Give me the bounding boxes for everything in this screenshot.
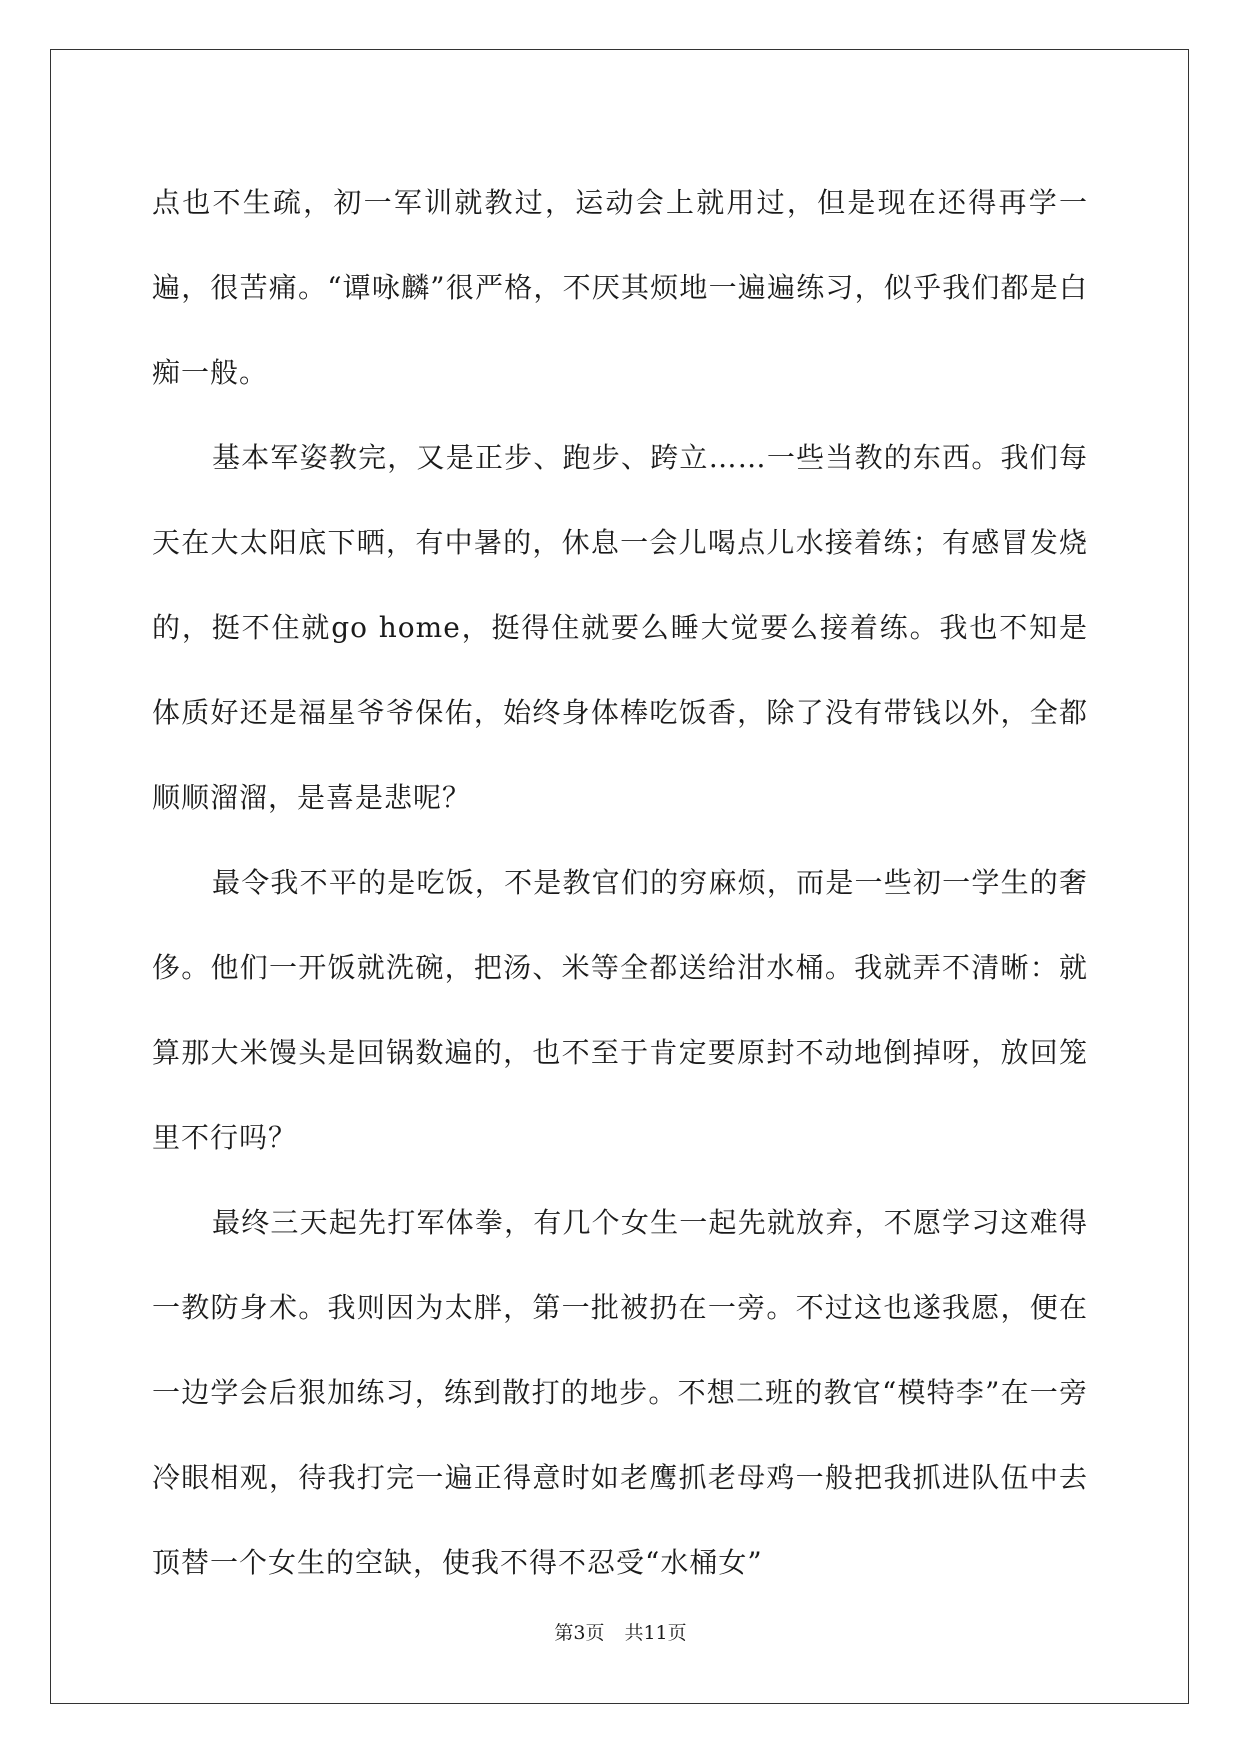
page-number: 第3页 [554,1622,605,1644]
paragraph-4: 最终三天起先打军体拳，有几个女生一起先就放弃，不愿学习这难得一教防身术。我则因为太胖，第一批被扔在一旁。不过这也遂我愿，便在一边学会后狠加练习，练到散打的地步。不想二班的教官“模特李”在一旁冷眼相观，待我打完一遍正得意时如老鹰抓老母鸡一般把我抓进队伍中去顶替一个女生的空缺，使我不得不忍受“水桶女” [152,1206,1088,1579]
document-body [152,160,1088,1605]
page-total: 共11页 [624,1622,687,1644]
page-footer [0,1618,1241,1645]
paragraph-3: 最令我不平的是吃饭，不是教官们的穷麻烦，而是一些初一学生的奢侈。他们一开饭就洗碗，把汤、米等全都送给泔水桶。我就弄不清晰：就算那大米馒头是回锅数遍的，也不至于肯定要原封不动地倒掉呀，放回笼里不行吗？ [152,866,1088,1154]
paragraph-1: 点也不生疏，初一军训就教过，运动会上就用过，但是现在还得再学一遍，很苦痛。“谭咏麟”很严格，不厌其烦地一遍遍练习，似乎我们都是白痴一般。 [152,186,1088,389]
paragraph-2: 基本军姿教完，又是正步、跑步、跨立……一些当教的东西。我们每天在大太阳底下晒，有中暑的，休息一会儿喝点儿水接着练；有感冒发烧的，挺不住就go home，挺得住就要么睡大觉要么接着练。我也不知是体质好还是福星爷爷保佑，始终身体棒吃饭香，除了没有带钱以外，全都顺顺溜溜，是喜是悲呢？ [152,441,1088,814]
